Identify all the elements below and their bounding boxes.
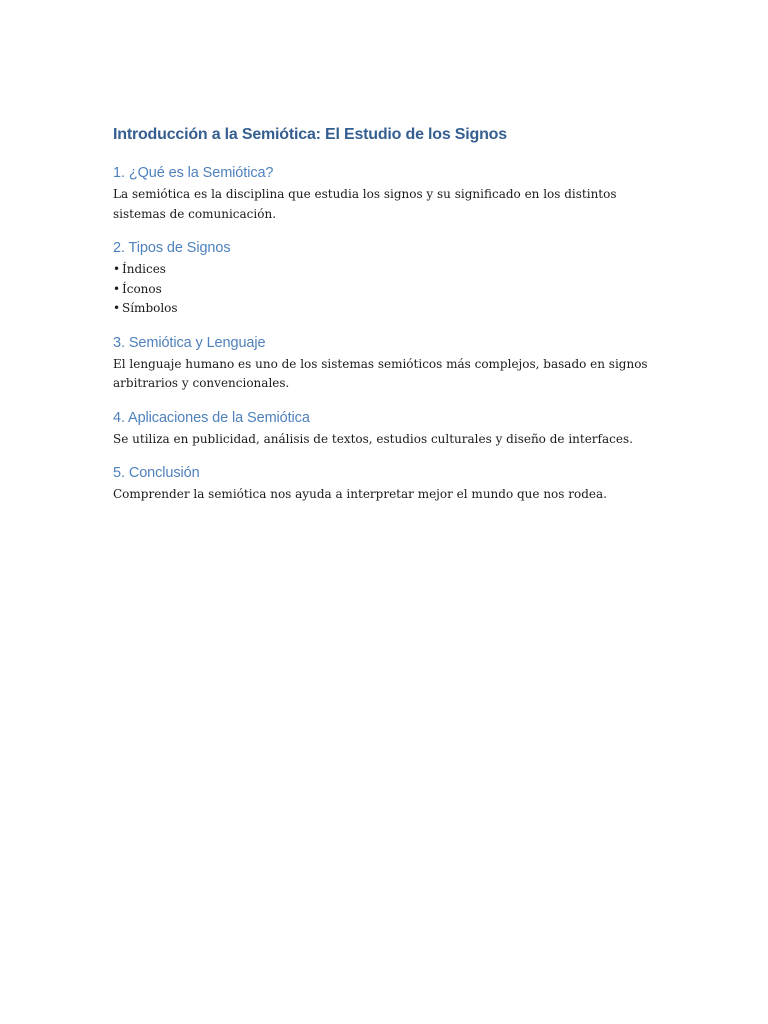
section-heading: 2. Tipos de Signos bbox=[113, 240, 231, 256]
section-conclusion bbox=[113, 463, 655, 505]
section-paragraph: La semiótica es la disciplina que estudia los signos y su significado en los distintos sistemas de comunicación. bbox=[113, 187, 617, 221]
document-title: Introducción a la Semiótica: El Estudio de los Signos bbox=[113, 126, 507, 143]
section-paragraph: Comprender la semiótica nos ayuda a interpretar mejor el mundo que nos rodea. bbox=[113, 487, 607, 501]
list-item bbox=[113, 299, 655, 319]
bullet-icon: • bbox=[113, 281, 121, 296]
list-item bbox=[113, 280, 655, 300]
section-heading: 3. Semiótica y Lenguaje bbox=[113, 334, 266, 351]
section-semiotics-language bbox=[113, 333, 655, 394]
list-item-label: Símbolos bbox=[122, 301, 178, 315]
section-heading: 1. ¿Qué es la Semiótica? bbox=[113, 165, 274, 181]
list-item bbox=[113, 260, 655, 280]
sign-types-list bbox=[113, 260, 655, 319]
section-paragraph: El lenguaje humano es uno de los sistemas semióticos más complejos, basado en signos arbitrarios y convencionales. bbox=[113, 356, 648, 390]
list-item-label: Índices bbox=[122, 262, 166, 276]
list-item-label: Íconos bbox=[122, 281, 162, 296]
bullet-icon: • bbox=[113, 262, 121, 276]
section-paragraph: Se utiliza en publicidad, análisis de textos, estudios culturales y diseño de interfaces. bbox=[113, 431, 633, 446]
section-applications bbox=[113, 408, 655, 450]
section-sign-types bbox=[113, 238, 655, 319]
section-heading: 5. Conclusión bbox=[113, 465, 200, 481]
section-what-is-semiotics bbox=[113, 163, 655, 224]
bullet-icon: • bbox=[113, 301, 121, 315]
section-heading: 4. Aplicaciones de la Semiótica bbox=[113, 409, 310, 426]
